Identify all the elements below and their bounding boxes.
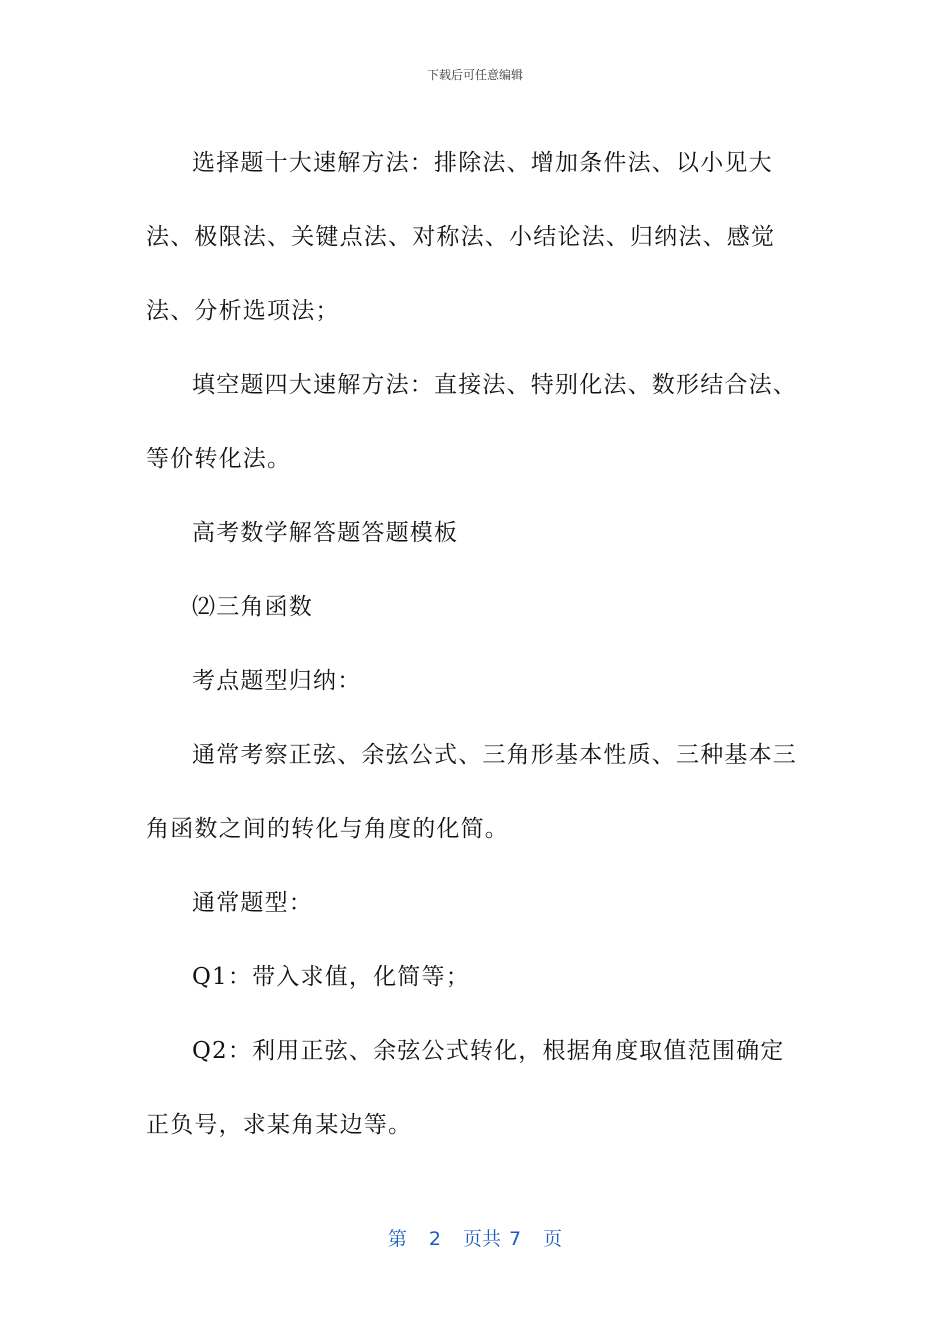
document-body	[146, 126, 806, 1162]
footer-middle: 页共	[462, 1228, 501, 1250]
page-footer	[0, 1226, 950, 1252]
subsection-heading: ⑵三角函数	[192, 594, 313, 620]
section-heading: 高考数学解答题答题模板	[192, 520, 459, 546]
page-header: 下载后可任意编辑	[426, 68, 523, 82]
paragraph-q1: Q1：带入求值，化简等；	[192, 964, 470, 990]
paragraph-label-question-types: 通常题型：	[192, 890, 313, 916]
footer-prefix: 第	[387, 1228, 407, 1250]
footer-total-pages: 7	[509, 1228, 522, 1250]
paragraph-topics-description: 通常考察正弦、余弦公式、三角形基本性质、三种基本三角函数之间的转化与角度的化简。	[146, 742, 797, 842]
paragraph-label-topics: 考点题型归纳：	[192, 668, 362, 694]
paragraph-multiple-choice-methods: 选择题十大速解方法：排除法、增加条件法、以小见大法、极限法、关键点法、对称法、小结论法、归纳法、感觉法、分析选项法；	[146, 150, 776, 324]
paragraph-fill-in-methods: 填空题四大速解方法：直接法、特别化法、数形结合法、等价转化法。	[146, 372, 797, 472]
footer-suffix: 页	[543, 1228, 563, 1250]
paragraph-q2: Q2：利用正弦、余弦公式转化，根据角度取值范围确定正负号，求某角某边等。	[146, 1038, 785, 1138]
footer-page-number: 2	[428, 1228, 441, 1250]
